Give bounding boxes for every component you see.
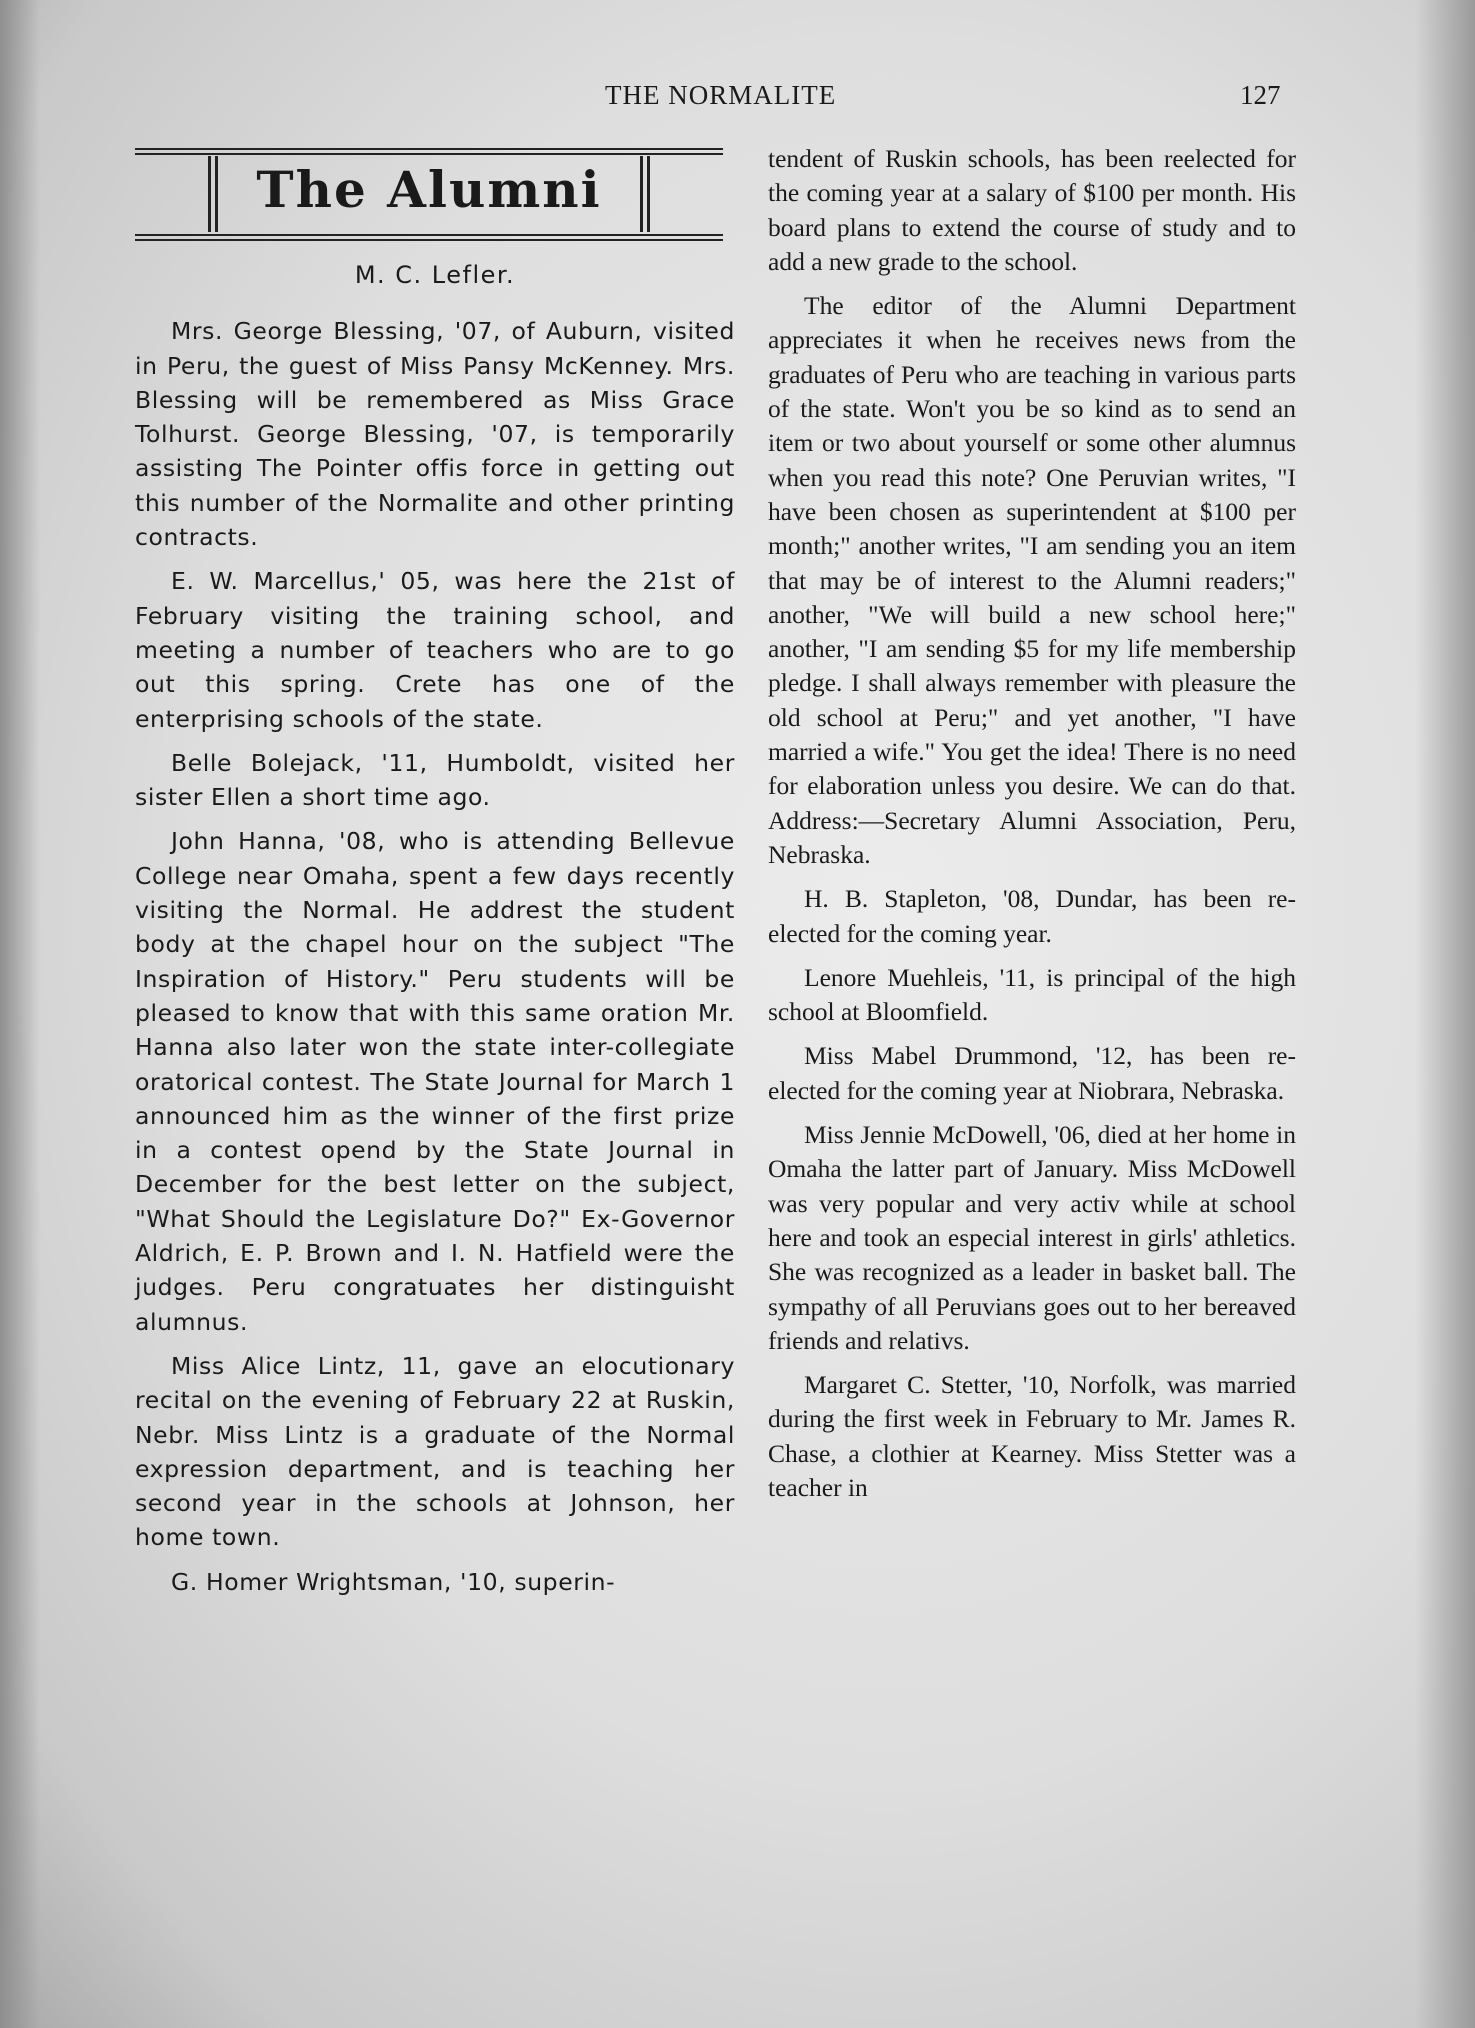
left-column — [135, 142, 735, 1609]
paragraph: John Hanna, '08, who is attending Bellevue College near Omaha, spent a few days recently visiting the Normal. He addrest the student body at the chapel hour on the subject "The Inspiration of History." Peru students will be pleased to know that with this same oration Mr. Hanna also later won the state inter-collegiate oratorical contest. The State Journal for March 1 announced him as the winner of the first prize in a contest opend by the State Journal in December for the best letter on the subject, "What Should the Legislature Do?" Ex-Governor Aldrich, E. P. Brown and I. N. Hatfield were the judges. Peru congratuates her distinguisht alumnus. — [135, 827, 735, 1336]
right-column — [768, 142, 1296, 1515]
paragraph: Miss Alice Lintz, 11, gave an elocutionary recital on the evening of February 22 at Ruskin, Nebr. Miss Lintz is a graduate of the Normal expression department, and is teaching her second year in the schools at Johnson, her home town. — [135, 1351, 735, 1552]
paragraph: G. Homer Wrightsman, '10, superin- — [171, 1567, 616, 1596]
paragraph: H. B. Stapleton, '08, Dundar, has been re-elected for the coming year. — [768, 884, 1296, 948]
paragraph: The editor of the Alumni Department appreciates it when he receives news from the graduates of Peru who are teaching in various parts of the state. Won't you be so kind as to send an item or two about yourself or some other alumnus when you read this note? One Peruvian writes, "I have been chosen as superintendent at $100 per month;" another writes, "I am sending you an item that may be of interest to the Alumni readers;" another, "We will build a new school here;" another, "I am sending $5 for my life membership pledge. I shall always remember with pleasure the old school at Peru;" and yet another, "I have married a wife." You get the idea! There is no need for elaboration unless you desire. We can do that. Address:—Secretary Alumni Association, Peru, Nebraska. — [768, 291, 1296, 869]
running-head — [0, 80, 1475, 120]
heading-rule-top-outer — [135, 148, 723, 150]
paragraph: Mrs. George Blessing, '07, of Auburn, visited in Peru, the guest of Miss Pansy McKenney. Mrs. Blessing will be remembered as Miss Grace Tolhurst. George Blessing, '07, is temporarily assisting The Pointer offis force in getting out this number of the Normalite and other printing contracts. — [135, 317, 735, 552]
paragraph: Miss Jennie McDowell, '06, died at her home in Omaha the latter part of January. Miss McDowell was very popular and very activ while at school here and took an especial interest in girls' athletics. She was recognized as a leader in basket ball. The sympathy of all Peruvians goes out to her bereaved friends and relativs. — [768, 1120, 1296, 1355]
running-title: THE NORMALITE — [605, 80, 837, 110]
byline: M. C. Lefler. — [354, 261, 516, 289]
heading-rule-bottom-outer — [135, 239, 723, 241]
paragraph: Belle Bolejack, '11, Humboldt, visited her sister Ellen a short time ago. — [135, 748, 735, 812]
paragraph: tendent of Ruskin schools, has been reelected for the coming year at a salary of $100 per month. His board plans to extend the course of study and to add a new grade to the school. — [768, 144, 1296, 276]
paragraph: Miss Mabel Drummond, '12, has been re-elected for the coming year at Niobrara, Nebraska. — [768, 1041, 1296, 1105]
paragraph: Lenore Muehleis, '11, is principal of the high school at Bloomfield. — [768, 962, 1296, 1027]
section-title: The Alumni — [256, 160, 602, 219]
heading-rule-bottom-inner — [135, 234, 723, 236]
paragraph: E. W. Marcellus,' 05, was here the 21st of February visiting the training school, and meeting a number of teachers who are to go out this spring. Crete has one of the enterprising schools of the state. — [135, 567, 735, 733]
section-heading-box — [135, 142, 723, 244]
page-number: 127 — [1240, 80, 1281, 110]
paragraph: Margaret C. Stetter, '10, Norfolk, was married during the first week in February to Mr. James R. Chase, a clothier at Kearney. Miss Stetter was a teacher in — [768, 1370, 1296, 1502]
